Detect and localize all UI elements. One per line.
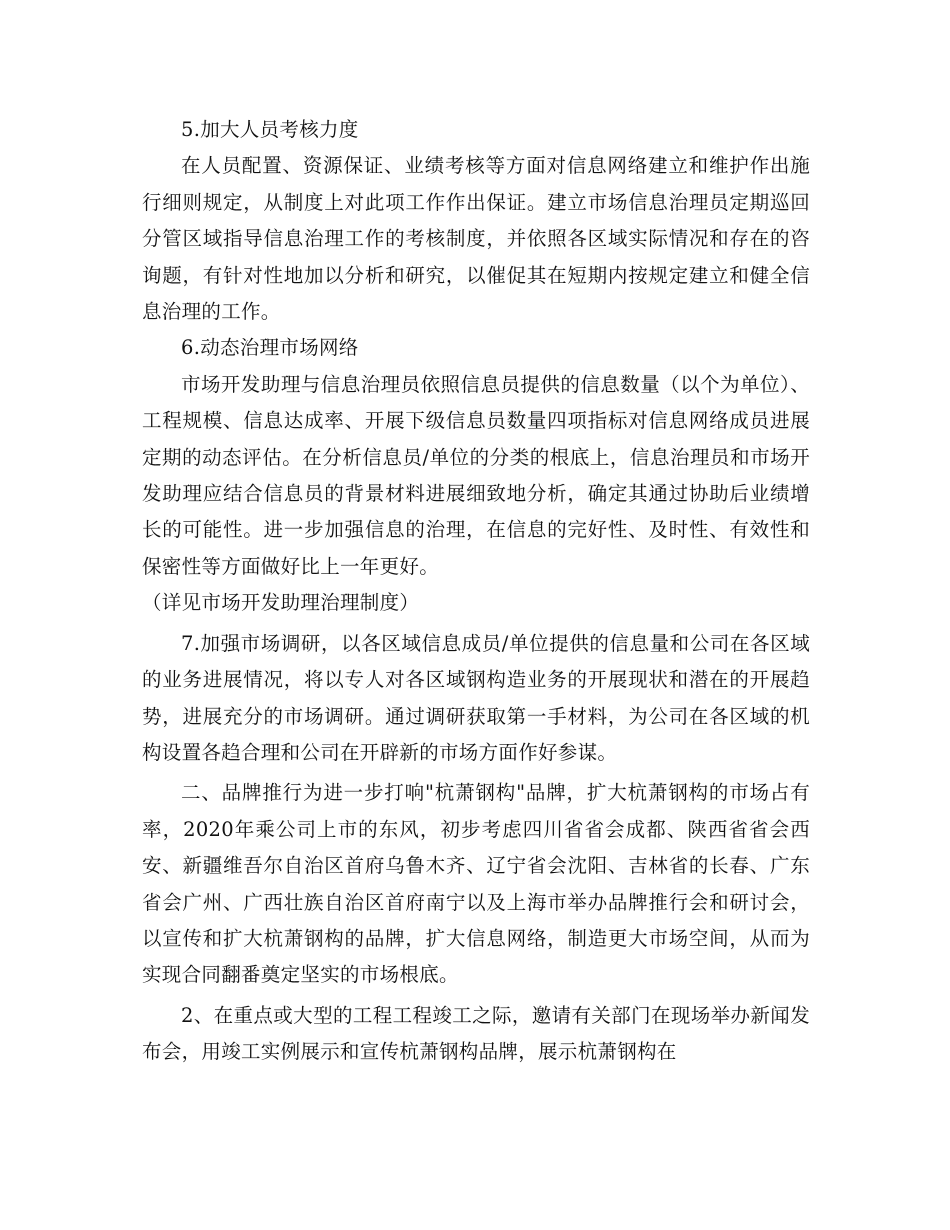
paragraph-brand-promotion: 二、品牌推行为进一步打响"杭萧钢构"品牌，扩大杭萧钢构的市场占有率，2020年乘公司上市的东风，初步考虑四川省省会成都、陕西省省会西安、新疆维吾尔自治区首府乌鲁木齐、辽宁省会沈阳、吉林省的长春、广东省会广州、广西壮族自治区首府南宁以及上海市举办品牌推行会和研讨会，以宣传和扩大杭萧钢构的品牌，扩大信息网络，制造更大市场空间，从而为实现合同翻番奠定坚实的市场根底。 bbox=[142, 781, 810, 987]
heading-item-5: 5.加大人员考核力度 bbox=[181, 118, 359, 141]
paragraph-personnel-assessment: 在人员配置、资源保证、业绩考核等方面对信息网络建立和维护作出施行细则规定，从制度上对此项工作作出保证。建立市场信息治理员定期巡回分管区域指导信息治理工作的考核制度，并依照各区域实际情况和存在的咨询题，有针对性地加以分析和研究，以催促其在短期内按规定建立和健全信息治理的工作。 bbox=[142, 154, 810, 324]
paragraph-dynamic-management: 市场开发助理与信息治理员依照信息员提供的信息数量（以个为单位）、工程规模、信息达成率、开展下级信息员数量四项指标对信息网络成员进展定期的动态评估。在分析信息员/单位的分类的根底上，信息治理员和市场开发助理应结合信息员的背景材料进展细致地分析，确定其通过协助后业绩增长的可能性。进一步加强信息的治理，在信息的完好性、及时性、有效性和保密性等方面做好比上一年更好。 bbox=[142, 372, 810, 578]
paragraph-reference-note: （详见市场开发助理治理制度） bbox=[142, 591, 420, 615]
paragraph-market-research: 7.加强市场调研，以各区域信息成员/单位提供的信息量和公司在各区域的业务进展情况，将以专人对各区域钢构造业务的开展现状和潜在的开展趋势，进展充分的市场调研。通过调研获取第一手材料，为公司在各区域的机构设置各趋合理和公司在开辟新的市场方面作好参谋。 bbox=[142, 631, 810, 764]
document-page bbox=[142, 112, 810, 1071]
heading-item-6: 6.动态治理市场网络 bbox=[181, 336, 359, 360]
paragraph-project-completion: 2、在重点或大型的工程工程竣工之际，邀请有关部门在现场举办新闻发布会，用竣工实例展示和宣传杭萧钢构品牌，展示杭萧钢构在 bbox=[142, 1003, 810, 1064]
